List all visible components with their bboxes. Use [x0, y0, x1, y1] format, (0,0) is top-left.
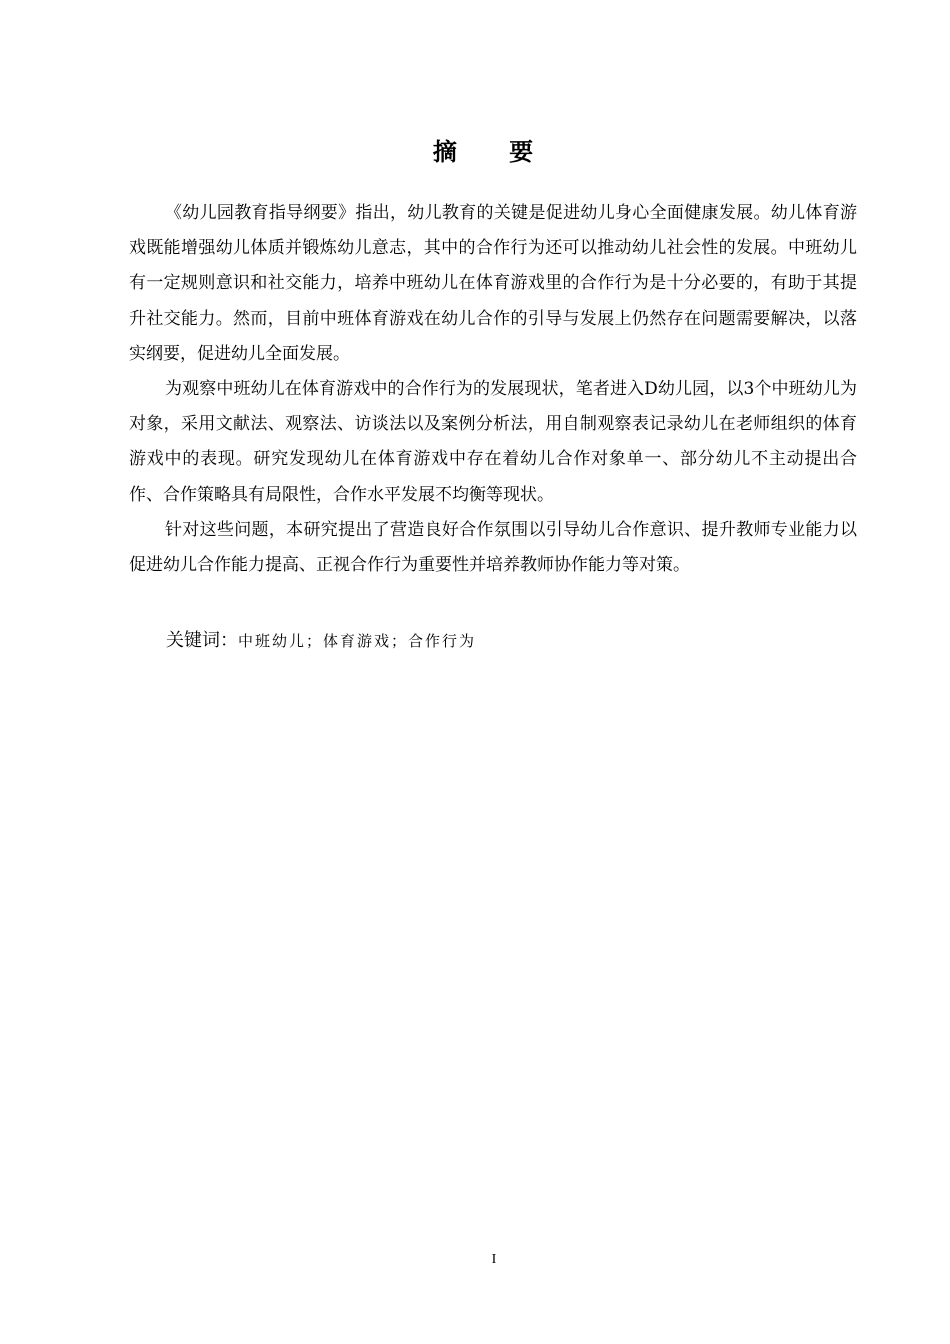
keywords-label: 关键词： — [166, 630, 238, 651]
keywords-line — [166, 626, 866, 656]
page-number: I — [491, 1252, 497, 1267]
abstract-paragraph-2: 为观察中班幼儿在体育游戏中的合作行为的发展现状，笔者进入D幼儿园，以3个中班幼儿为对象，采用文献法、观察法、访谈法以及案例分析法，用自制观察表记录幼儿在老师组织的体育游戏中的表现。研究发现幼儿在体育游戏中存在着幼儿合作对象单一、部分幼儿不主动提出合作、合作策略具有局限性，合作水平发展不均衡等现状。 — [129, 379, 857, 505]
abstract-body — [129, 196, 857, 583]
abstract-paragraph-3: 针对这些问题，本研究提出了营造良好合作氛围以引导幼儿合作意识、提升教师专业能力以促进幼儿合作能力提高、正视合作行为重要性并培养教师协作能力等对策。 — [129, 519, 857, 576]
abstract-title: 摘 要 — [432, 138, 556, 166]
keywords-value: 中班幼儿；体育游戏；合作行为 — [238, 632, 477, 650]
abstract-paragraph-1: 《幼儿园教育指导纲要》指出，幼儿教育的关键是促进幼儿身心全面健康发展。幼儿体育游戏既能增强幼儿体质并锻炼幼儿意志，其中的合作行为还可以推动幼儿社会性的发展。中班幼儿有一定规则意识和社交能力，培养中班幼儿在体育游戏里的合作行为是十分必要的，有助于其提升社交能力。然而，目前中班体育游戏在幼儿合作的引导与发展上仍然存在问题需要解决，以落实纲要，促进幼儿全面发展。 — [129, 203, 857, 364]
